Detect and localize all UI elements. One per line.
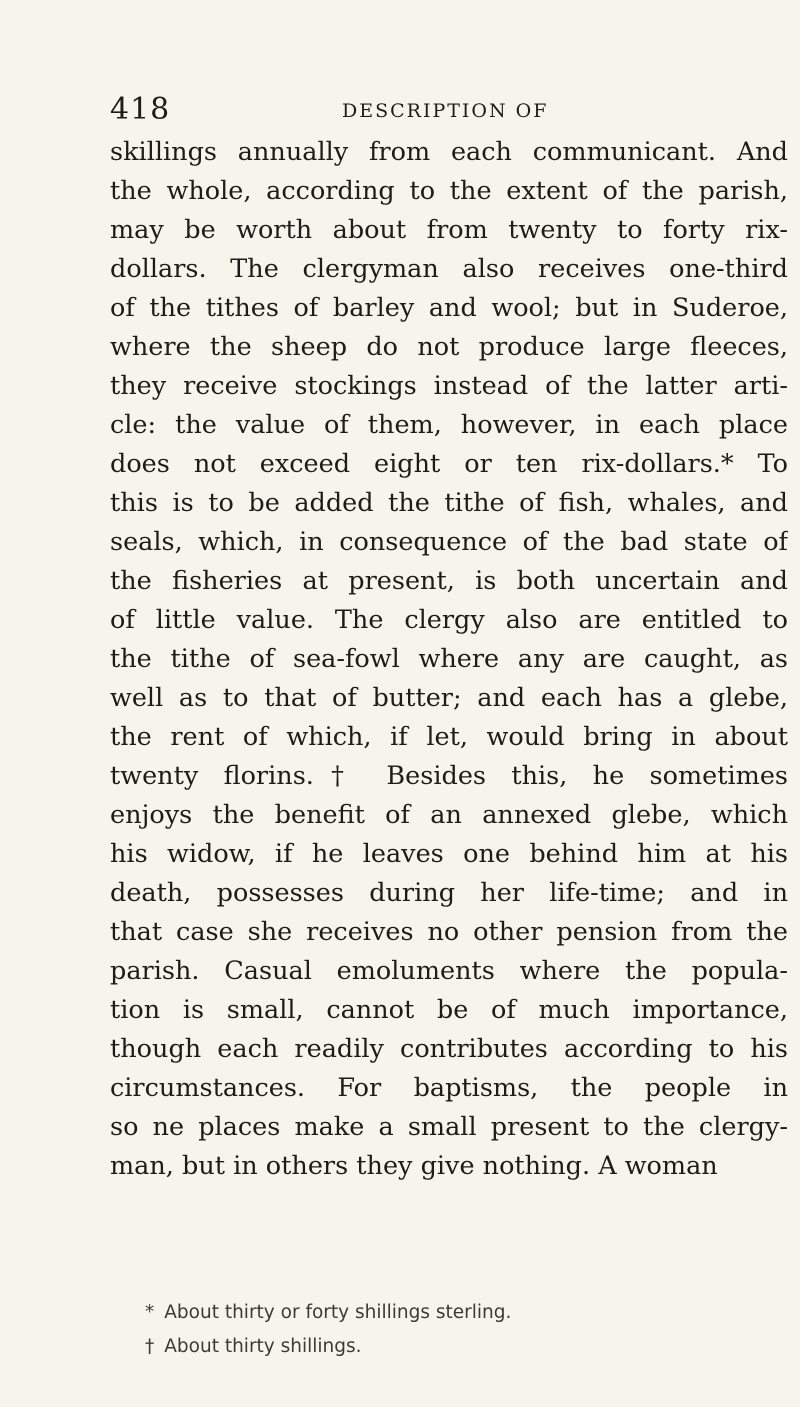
text-line: this is to be added the tithe of fish, whales, and (110, 488, 788, 518)
text-line: the rent of which, if let, would bring in about (110, 722, 788, 752)
footnote-mark: * (145, 1302, 155, 1323)
text-line: so ne places make a small present to the clergy- (110, 1112, 788, 1142)
footnote (145, 1330, 785, 1364)
text-line: of the tithes of barley and wool; but in Suderoe, (110, 293, 788, 323)
text-line: enjoys the benefit of an annexed glebe, which (110, 800, 788, 830)
running-head: DESCRIPTION OF (342, 100, 549, 122)
text-line: where the sheep do not produce large fleeces, (110, 332, 788, 362)
body-text (110, 133, 788, 1186)
text-line: of little value. The clergy also are entitled to (110, 605, 788, 635)
text-line: the fisheries at present, is both uncertain and (110, 566, 788, 596)
text-line: his widow, if he leaves one behind him at his (110, 839, 788, 869)
text-line: death, possesses during her life-time; and in (110, 878, 788, 908)
footnotes (145, 1296, 785, 1364)
footnote-text: About thirty or forty shillings sterling. (164, 1302, 512, 1323)
text-line: twenty florins.† Besides this, he sometimes (110, 761, 788, 791)
text-line: the whole, according to the extent of the parish, (110, 176, 788, 206)
text-line: skillings annually from each communicant. And (110, 137, 788, 167)
text-line: cle: the value of them, however, in each place (110, 410, 788, 440)
text-line: seals, which, in consequence of the bad state of (110, 527, 788, 557)
text-line: tion is small, cannot be of much importance, (110, 995, 788, 1025)
footnote-mark: † (145, 1336, 155, 1357)
text-line: may be worth about from twenty to forty rix- (110, 215, 788, 245)
text-line: dollars. The clergyman also receives one-third (110, 254, 788, 284)
text-line: well as to that of butter; and each has a glebe, (110, 683, 788, 713)
text-line: does not exceed eight or ten rix-dollars.* To (110, 449, 788, 479)
text-line: circumstances. For baptisms, the people in (110, 1073, 788, 1103)
text-line: parish. Casual emoluments where the popula- (110, 956, 788, 986)
text-line: that case she receives no other pension from the (110, 917, 788, 947)
page-header (110, 92, 770, 128)
footnote-text: About thirty shillings. (164, 1336, 362, 1357)
text-line: the tithe of sea-fowl where any are caught, as (110, 644, 788, 674)
footnote (145, 1296, 785, 1330)
text-line: though each readily contributes according to his (110, 1034, 788, 1064)
page-number: 418 (110, 92, 171, 127)
text-line: man, but in others they give nothing. A woman (110, 1151, 718, 1181)
text-line: they receive stockings instead of the latter arti- (110, 371, 788, 401)
